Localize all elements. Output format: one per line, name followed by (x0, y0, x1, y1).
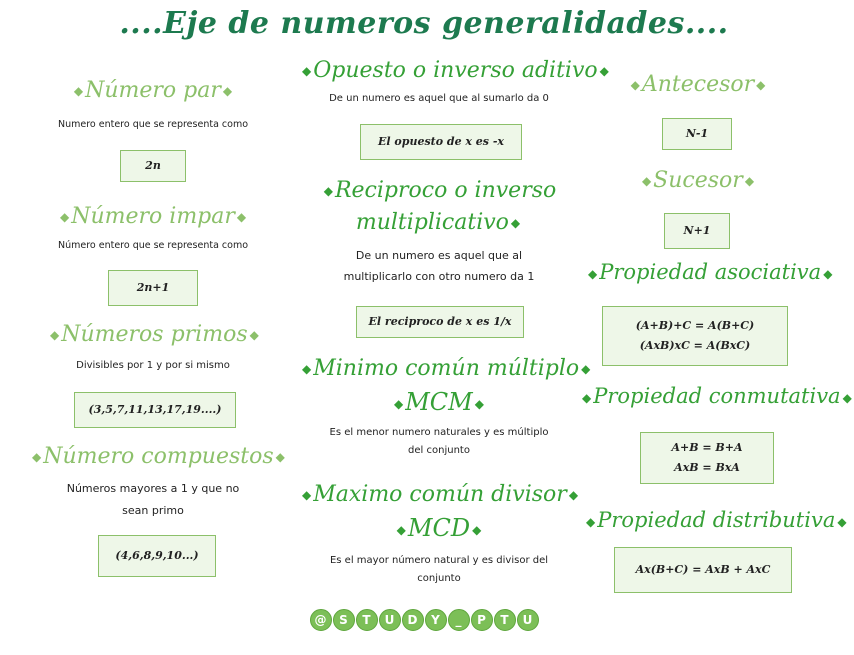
heading-numeros-primos: ◆Números primos ◆ (50, 322, 259, 347)
diamond-icon: ◆ (275, 450, 285, 464)
heading-asociativa: ◆Propiedad asociativa ◆ (588, 260, 833, 284)
diamond-icon: ◆ (249, 328, 259, 342)
box-numero-compuestos: (4,6,8,9,10...) (98, 535, 216, 577)
footer-chip: U (379, 609, 401, 631)
diamond-icon: ◆ (837, 514, 847, 529)
heading-numero-compuestos: ◆Número compuestos ◆ (32, 444, 285, 469)
diamond-icon: ◆ (472, 522, 482, 537)
box-conmutativa (640, 432, 774, 484)
diamond-icon: ◆ (510, 216, 521, 230)
conmutativa-line-1: A+B = B+A (671, 441, 743, 454)
desc-mcm-1: Es el menor numero naturales y es múltiplo (329, 427, 549, 438)
heading-mcm-1: ◆Minimo común múltiplo ◆ (302, 356, 591, 381)
box-reciproco: El reciproco de x es 1/x (356, 306, 524, 338)
diamond-icon: ◆ (756, 78, 766, 92)
heading-numero-par: ◆Número par ◆ (73, 78, 233, 103)
box-numero-par: 2n (120, 150, 186, 182)
heading-mcm-2: ◆MCM ◆ (394, 388, 484, 416)
diamond-icon: ◆ (236, 210, 247, 224)
box-opuesto: El opuesto de x es -x (360, 124, 522, 160)
diamond-icon: ◆ (744, 174, 755, 188)
heading-mcd-2: ◆MCD ◆ (396, 514, 482, 542)
diamond-icon: ◆ (842, 390, 852, 405)
diamond-icon: ◆ (60, 210, 70, 224)
diamond-icon: ◆ (396, 522, 406, 537)
heading-conmutativa: ◆Propiedad conmutativa ◆ (582, 384, 852, 408)
footer-chip: T (356, 609, 378, 631)
heading-opuesto: ◆Opuesto o inverso aditivo ◆ (302, 58, 609, 83)
box-numeros-primos: (3,5,7,11,13,17,19....) (74, 392, 236, 428)
diamond-icon: ◆ (641, 174, 652, 188)
diamond-icon: ◆ (581, 362, 591, 376)
footer-chip: U (517, 609, 539, 631)
diamond-icon: ◆ (586, 514, 596, 529)
heading-antecesor: ◆Antecesor ◆ (630, 72, 766, 97)
conmutativa-line-2: AxB = BxA (674, 461, 740, 474)
footer-chip: D (402, 609, 424, 631)
desc-numero-impar: Número entero que se representa como (57, 240, 249, 251)
diamond-icon: ◆ (222, 84, 233, 98)
box-numero-impar: 2n+1 (108, 270, 198, 306)
heading-reciproco-2: multiplicativo ◆ (355, 210, 521, 235)
footer-chip: P (471, 609, 493, 631)
diamond-icon: ◆ (588, 266, 598, 281)
desc-numero-par: Numero entero que se representa como (57, 119, 249, 130)
diamond-icon: ◆ (474, 396, 484, 411)
box-asociativa (602, 306, 788, 366)
desc-mcm-2: del conjunto (408, 445, 470, 456)
diamond-icon: ◆ (323, 184, 333, 198)
desc-reciproco-2: multiplicarlo con otro numero da 1 (343, 270, 535, 283)
desc-opuesto: De un numero es aquel que al sumarlo da 0 (329, 93, 549, 104)
desc-numero-compuestos-1: Números mayores a 1 y que no (66, 482, 240, 495)
desc-numeros-primos: Divisibles por 1 y por si mismo (76, 360, 230, 371)
footer-chip: T (494, 609, 516, 631)
diamond-icon: ◆ (568, 488, 579, 502)
heading-sucesor: ◆Sucesor ◆ (641, 168, 755, 193)
diamond-icon: ◆ (582, 390, 592, 405)
desc-reciproco-1: De un numero es aquel que al (355, 249, 523, 262)
desc-mcd-2: conjunto (417, 573, 461, 584)
footer-chip: @ (310, 609, 332, 631)
desc-numero-compuestos-2: sean primo (122, 504, 184, 517)
diamond-icon: ◆ (32, 450, 42, 464)
asociativa-line-2: (AxB)xC = A(BxC) (639, 339, 751, 352)
desc-mcd-1: Es el mayor número natural y es divisor del (329, 555, 549, 566)
page-title: ....Eje de numeros generalidades.... (119, 6, 729, 41)
footer-chip: S (333, 609, 355, 631)
asociativa-line-1: (A+B)+C = A(B+C) (635, 319, 755, 332)
box-antecesor: N-1 (662, 118, 732, 150)
diamond-icon: ◆ (73, 84, 84, 98)
diamond-icon: ◆ (302, 64, 312, 78)
footer-chip: Y (425, 609, 447, 631)
box-distributiva: Ax(B+C) = AxB + AxC (614, 547, 792, 593)
heading-distributiva: ◆Propiedad distributiva ◆ (586, 508, 847, 532)
heading-mcd-1: ◆Maximo común divisor ◆ (302, 482, 579, 507)
diamond-icon: ◆ (302, 362, 312, 376)
footer-chip: _ (448, 609, 470, 631)
heading-reciproco-1: ◆Reciproco o inverso (323, 178, 557, 203)
diamond-icon: ◆ (394, 396, 404, 411)
diamond-icon: ◆ (630, 78, 640, 92)
diamond-icon: ◆ (50, 328, 60, 342)
footer-handle (0, 609, 848, 631)
diamond-icon: ◆ (302, 488, 312, 502)
box-sucesor: N+1 (664, 213, 730, 249)
diamond-icon: ◆ (823, 266, 833, 281)
heading-numero-impar: ◆Número impar ◆ (60, 204, 247, 229)
diamond-icon: ◆ (599, 64, 609, 78)
